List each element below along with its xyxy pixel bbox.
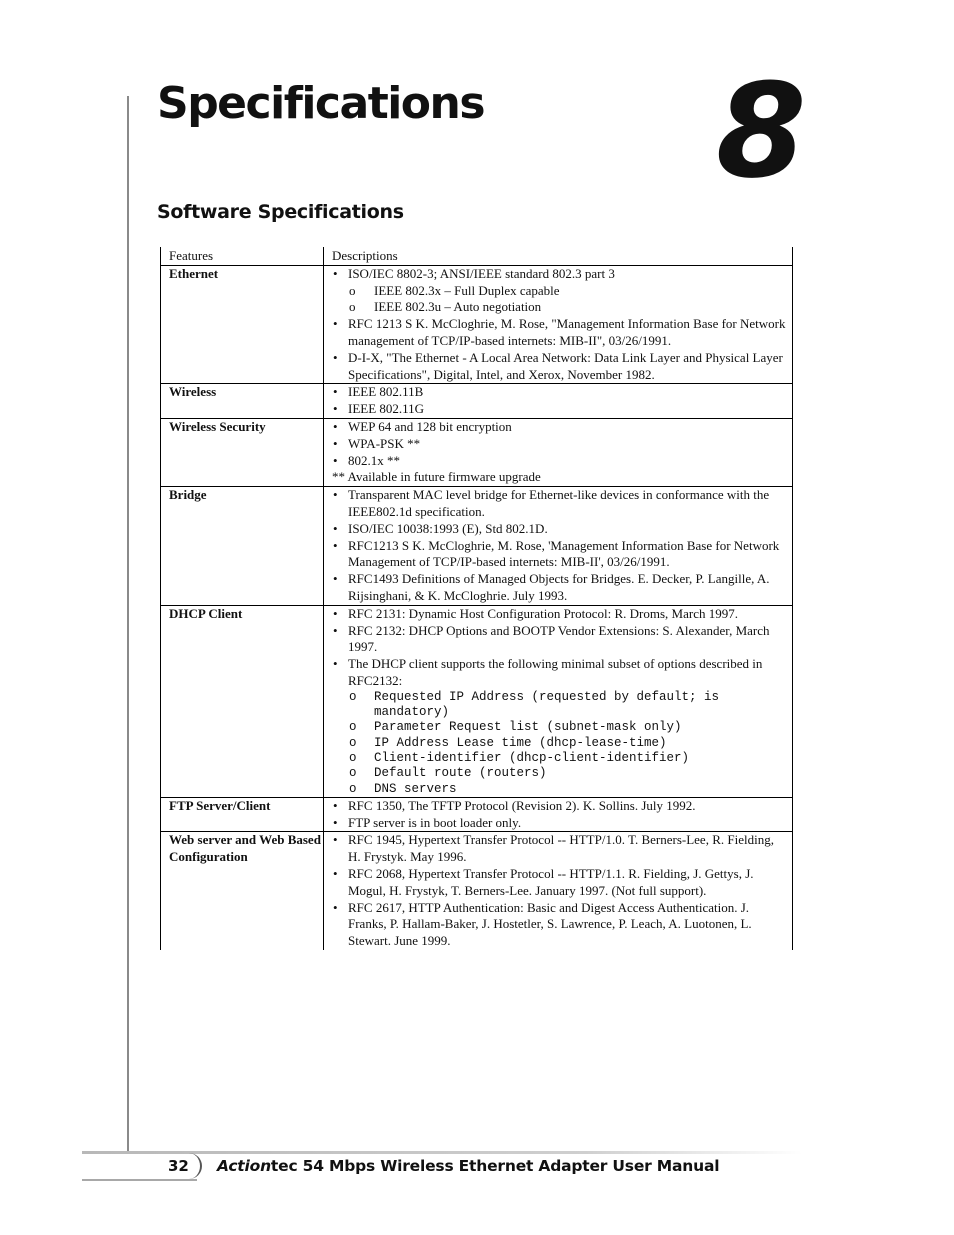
page-number: 32	[168, 1157, 189, 1175]
description-cell	[324, 487, 793, 606]
section-title: Software Specifications	[157, 201, 404, 223]
table-row	[161, 832, 793, 950]
table-row	[161, 265, 793, 384]
list-item: • ISO/IEC 10038:1993 (E), Std 802.1D.	[332, 521, 786, 538]
description-cell	[324, 605, 793, 797]
list-item: • RFC 1350, The TFTP Protocol (Revision 2). K. Sollins. July 1992.	[332, 798, 786, 815]
sub-list-item: o IEEE 802.3x – Full Duplex capable	[348, 283, 786, 300]
list-item: • Transparent MAC level bridge for Ethernet-like devices in conformance with the IEEE802.1d specification.	[332, 487, 786, 521]
list-item: • IEEE 802.11B	[332, 384, 786, 401]
table-header-row	[161, 247, 793, 265]
sub-list-item: o Requested IP Address (requested by default; is mandatory)	[348, 690, 786, 721]
sub-list-item: o IP Address Lease time (dhcp-lease-time)	[348, 736, 786, 751]
list-item: • RFC 2068, Hypertext Transfer Protocol -- HTTP/1.1. R. Fielding, J. Gettys, J. Mogul, H. Frystyk, T. Berners-Lee. January 1997. (Not full support).	[332, 866, 786, 900]
header-descriptions: Descriptions	[324, 247, 793, 265]
chapter-number: 8	[716, 55, 807, 207]
chapter-title: Specifications	[157, 78, 485, 129]
footer-rule-lower	[82, 1179, 197, 1181]
list-item: • RFC 1213 S K. McCloghrie, M. Rose, "Management Information Base for Network management of TCP/IP-based internets: MIB-II", 03/26/1991.	[332, 316, 786, 350]
list-item: • RFC 2617, HTTP Authentication: Basic and Digest Access Authentication. J. Franks, P. Hallam-Baker, J. Hostetler, S. Lawrence, P. Leach, A. Luotonen, L. Stewart. June 1999.	[332, 900, 786, 950]
footer-manual-title	[217, 1157, 719, 1175]
description-cell	[324, 265, 793, 384]
feature-cell: Wireless Security	[161, 418, 324, 486]
list-item: • IEEE 802.11G	[332, 401, 786, 418]
spec-table	[160, 247, 793, 950]
footer-brand-italic: Action	[217, 1157, 271, 1175]
list-item: • 802.1x **	[332, 453, 786, 470]
table-row	[161, 605, 793, 797]
list-item: • ISO/IEC 8802-3; ANSI/IEEE standard 802.3 part 3 o IEEE 802.3x – Full Duplex capable o IEEE 802.3u – Auto negotiation	[332, 266, 786, 316]
list-item: • FTP server is in boot loader only.	[332, 815, 786, 832]
table-row	[161, 418, 793, 486]
list-item: • RFC 2132: DHCP Options and BOOTP Vendor Extensions: S. Alexander, March 1997.	[332, 623, 786, 657]
list-item: • RFC 1945, Hypertext Transfer Protocol -- HTTP/1.0. T. Berners-Lee, R. Fielding, H. Frystyk. May 1996.	[332, 832, 786, 866]
sub-list-item: o DNS servers	[348, 782, 786, 797]
description-cell	[324, 797, 793, 832]
sub-list-item: o IEEE 802.3u – Auto negotiation	[348, 299, 786, 316]
description-cell	[324, 832, 793, 950]
table-row	[161, 384, 793, 419]
sub-list-item: o Parameter Request list (subnet-mask only)	[348, 720, 786, 735]
sub-list-item: o Default route (routers)	[348, 766, 786, 781]
table-row	[161, 797, 793, 832]
description-cell	[324, 418, 793, 486]
list-item: • RFC1493 Definitions of Managed Objects for Bridges. E. Decker, P. Langille, A. Rijsinghani, & K. McCloghrie. July 1993.	[332, 571, 786, 605]
footnote: ** Available in future firmware upgrade	[332, 469, 541, 485]
feature-cell: Web server and Web Based Configuration	[161, 832, 324, 950]
list-item: • The DHCP client supports the following minimal subset of options described in RFC2132: o Requested IP Address (requested by default; is mandatory) o Parameter Request list (subnet-mask only) o IP Address Lease time (dhcp-lease-time) o Client-identifier (dhcp-client-identifier) o Default route (routers) o DNS servers	[332, 656, 786, 797]
list-item: • RFC 2131: Dynamic Host Configuration Protocol: R. Droms, March 1997.	[332, 606, 786, 623]
list-item: • WPA-PSK **	[332, 436, 786, 453]
margin-rule	[127, 96, 129, 1154]
list-item: • WEP 64 and 128 bit encryption	[332, 419, 786, 436]
feature-cell: DHCP Client	[161, 605, 324, 797]
feature-cell: FTP Server/Client	[161, 797, 324, 832]
feature-cell: Bridge	[161, 487, 324, 606]
description-cell	[324, 384, 793, 419]
sub-list-item: o Client-identifier (dhcp-client-identifier)	[348, 751, 786, 766]
feature-cell: Wireless	[161, 384, 324, 419]
header-features: Features	[161, 247, 324, 265]
table-row	[161, 487, 793, 606]
feature-cell: Ethernet	[161, 265, 324, 384]
list-item: • D-I-X, "The Ethernet - A Local Area Network: Data Link Layer and Physical Layer Specifications", Digital, Intel, and Xerox, November 1982.	[332, 350, 786, 384]
list-item: • RFC1213 S K. McCloghrie, M. Rose, 'Management Information Base for Network Management of TCP/IP-based internets: MIB-II', 03/26/1991.	[332, 538, 786, 572]
footer-title-rest: tec 54 Mbps Wireless Ethernet Adapter User Manual	[270, 1157, 720, 1175]
